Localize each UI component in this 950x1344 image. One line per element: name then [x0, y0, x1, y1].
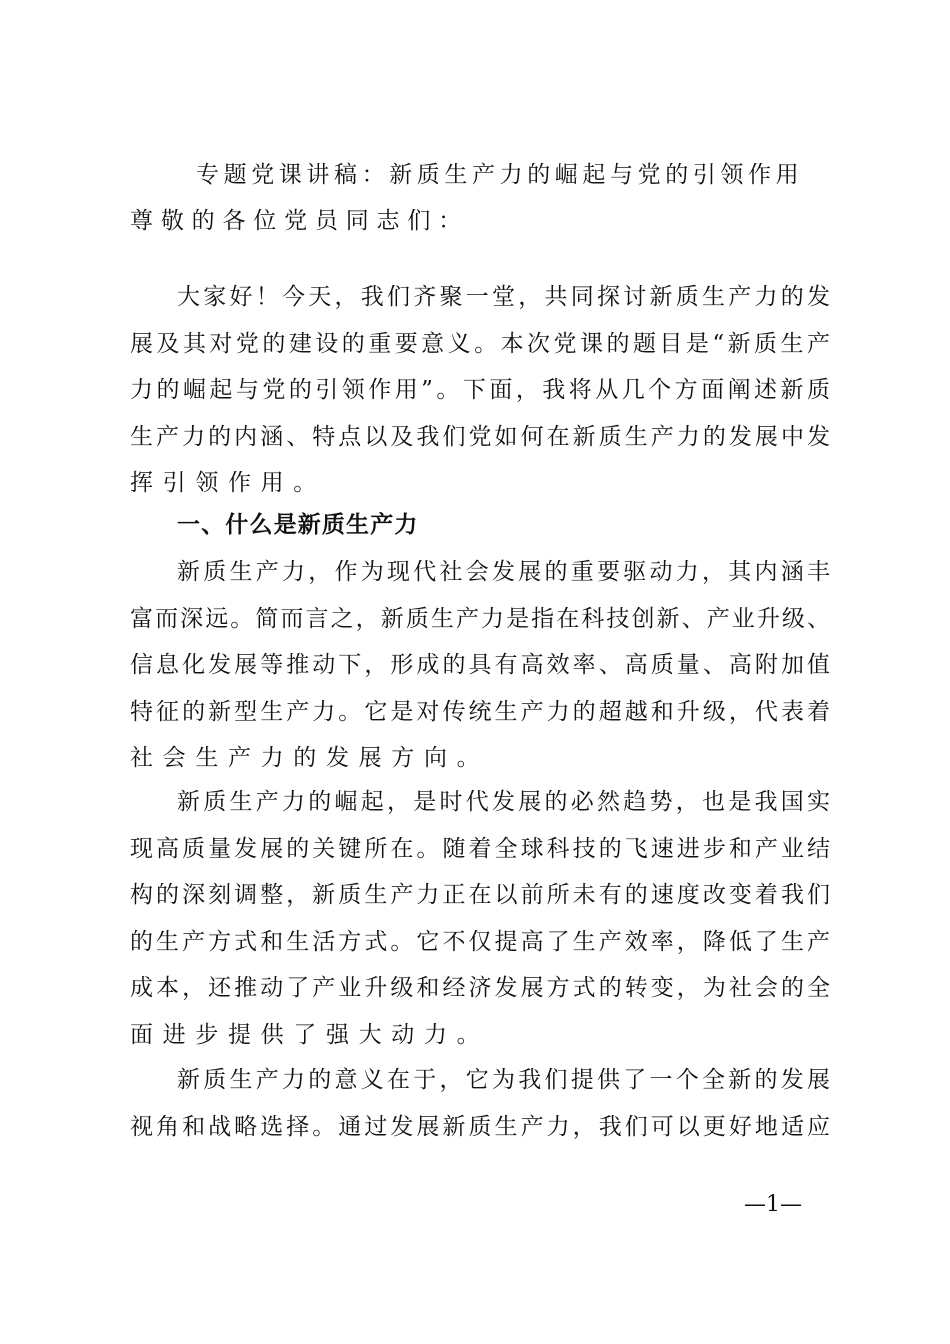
text-line: 构的深刻调整，新质生产力正在以前所未有的速度改变着我们	[130, 882, 830, 908]
document-title: 专题党课讲稿：新质生产力的崛起与党的引领作用	[196, 162, 804, 188]
text-line: 信息化发展等推动下，形成的具有高效率、高质量、高附加值	[130, 652, 830, 678]
text-line: 挥引领作用。	[130, 470, 326, 496]
paragraph-definition	[130, 549, 830, 782]
text-line: 力的崛起与党的引领作用”。下面，我将从几个方面阐述新质	[130, 377, 830, 403]
text-line: 现高质量发展的关键所在。随着全球科技的飞速进步和产业结	[130, 835, 830, 862]
paragraph-rise	[130, 779, 830, 1058]
page-number: —1—	[744, 1192, 802, 1217]
text-line: 生产力的内涵、特点以及我们党如何在新质生产力的发展中发	[130, 423, 830, 450]
text-line: 展及其对党的建设的重要意义。本次党课的题目是“新质生产	[130, 330, 830, 357]
paragraph-significance	[130, 1057, 830, 1150]
text-line: 大家好！今天，我们齐聚一堂，共同探讨新质生产力的发	[177, 284, 830, 310]
text-line: 新质生产力的意义在于，它为我们提供了一个全新的发展	[177, 1067, 830, 1093]
text-line: 新质生产力的崛起，是时代发展的必然趋势，也是我国实	[177, 789, 830, 815]
paragraph-intro	[130, 274, 830, 507]
text-line: 特征的新型生产力。它是对传统生产力的超越和升级，代表着	[130, 698, 830, 725]
salutation: 尊敬的各位党员同志们：	[130, 208, 470, 234]
text-line: 面进步提供了强大动力。	[130, 1021, 490, 1048]
text-line: 视角和战略选择。通过发展新质生产力，我们可以更好地适应	[130, 1113, 830, 1140]
text-line: 成本，还推动了产业升级和经济发展方式的转变，为社会的全	[130, 975, 830, 1001]
text-line: 社会生产力的发展方向。	[130, 745, 490, 771]
text-line: 新质生产力，作为现代社会发展的重要驱动力，其内涵丰	[177, 559, 830, 585]
text-line: 富而深远。简而言之，新质生产力是指在科技创新、产业升级、	[130, 605, 830, 632]
section-heading: 一、什么是新质生产力	[177, 512, 419, 538]
text-line: 的生产方式和生活方式。它不仅提高了生产效率，降低了生产	[130, 928, 830, 955]
